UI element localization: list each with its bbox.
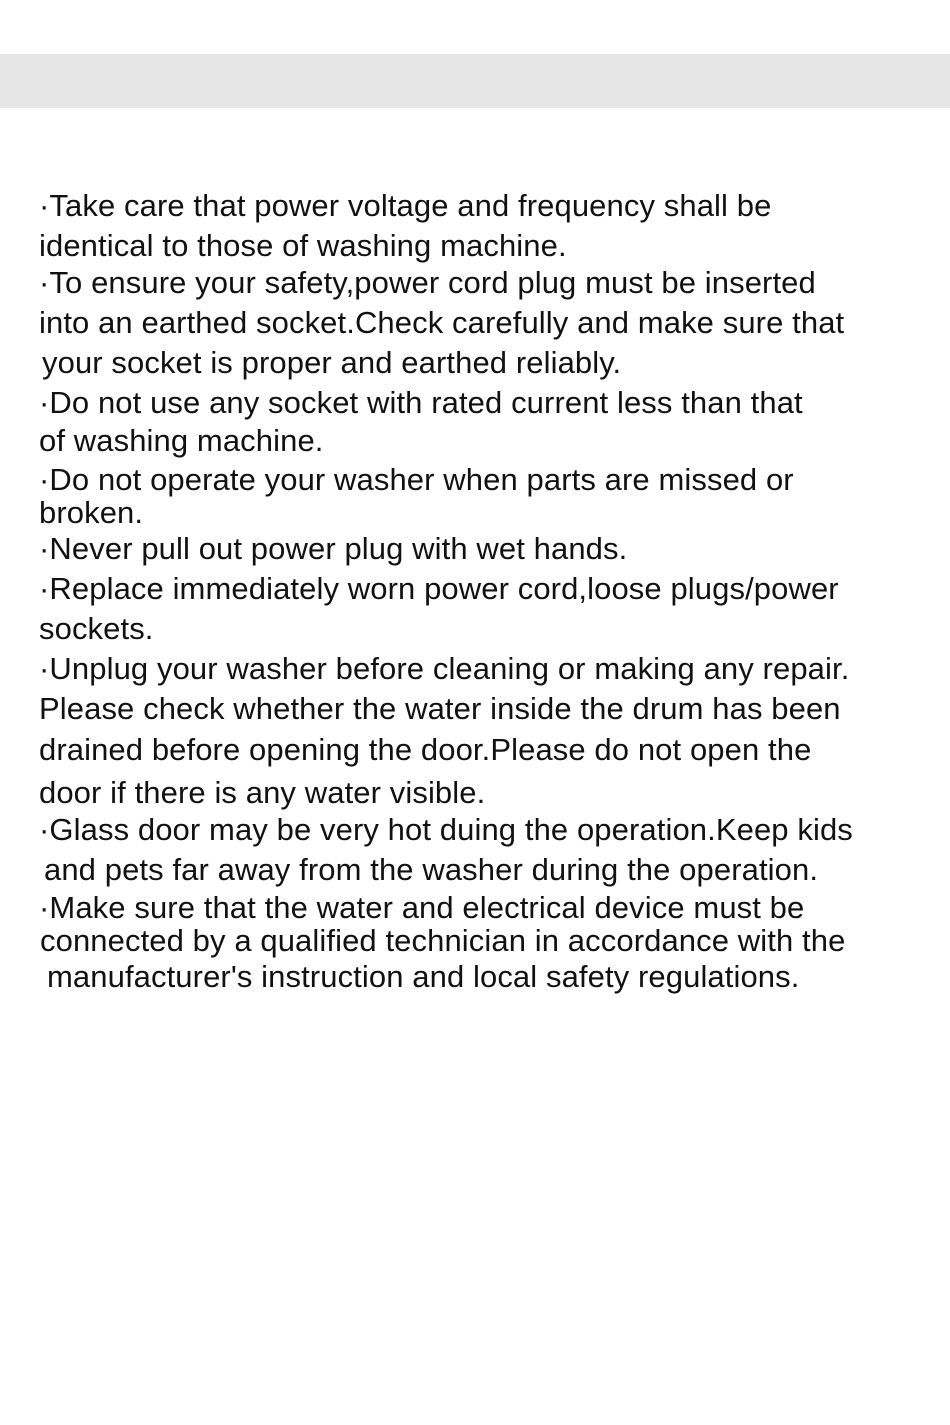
- safety-note-line: and pets far away from the washer during the operation.: [44, 852, 819, 887]
- safety-note-line: ·Never pull out power plug with wet hands.: [39, 531, 628, 566]
- safety-note-line: ·Glass door may be very hot duing the operation.Keep kids: [39, 812, 853, 847]
- safety-note-line: of washing machine.: [39, 423, 324, 458]
- safety-note-line: manufacturer's instruction and local safety regulations.: [47, 959, 800, 994]
- safety-note-line: into an earthed socket.Check carefully and make sure that: [39, 305, 845, 340]
- safety-note-line: sockets.: [39, 611, 154, 646]
- safety-note-line: drained before opening the door.Please do not open the: [39, 732, 812, 767]
- safety-note-line: ·Replace immediately worn power cord,loose plugs/power: [39, 571, 839, 606]
- safety-note-line: ·Take care that power voltage and frequency shall be: [39, 188, 772, 223]
- safety-note-line: door if there is any water visible.: [39, 775, 486, 810]
- safety-note-line: ·Do not use any socket with rated current less than that: [39, 385, 803, 420]
- safety-note-line: ·Do not operate your washer when parts are missed or: [39, 462, 794, 497]
- safety-note-line: ·To ensure your safety,power cord plug must be inserted: [39, 265, 816, 300]
- safety-note-line: Please check whether the water inside the drum has been: [39, 691, 841, 726]
- safety-note-line: identical to those of washing machine.: [39, 228, 567, 263]
- safety-note-line: broken.: [39, 495, 144, 530]
- safety-note-line: your socket is proper and earthed reliably.: [42, 345, 622, 380]
- safety-note-line: ·Unplug your washer before cleaning or making any repair.: [39, 651, 850, 686]
- safety-note-line: ·Make sure that the water and electrical device must be: [39, 890, 805, 925]
- safety-note-line: connected by a qualified technician in accordance with the: [40, 923, 846, 958]
